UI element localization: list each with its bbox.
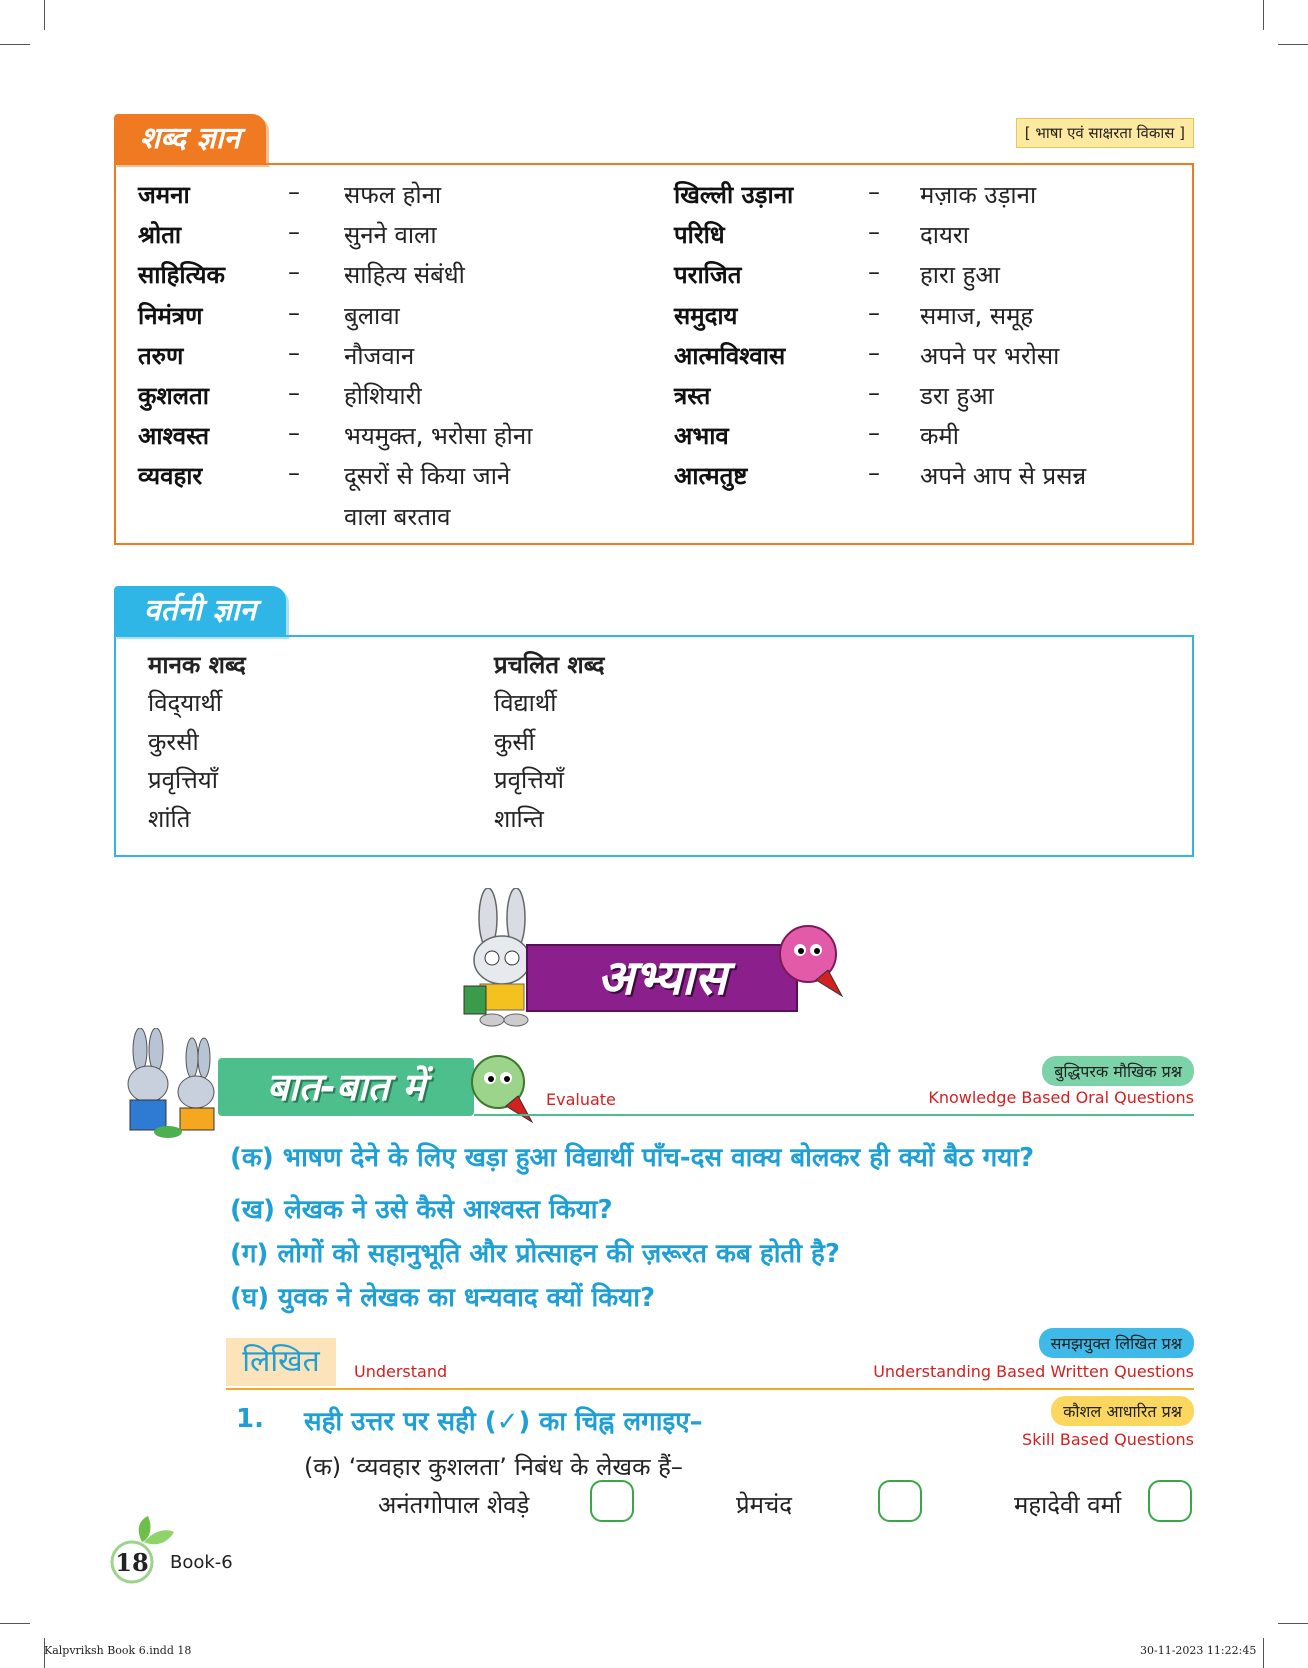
manak-word: कुरसी: [148, 727, 199, 756]
vocab-dash: –: [288, 379, 300, 407]
skill-questions-pill: कौशल आधारित प्रश्न: [1051, 1396, 1194, 1426]
divider: [226, 1388, 1194, 1390]
vocab-dash: –: [288, 459, 300, 488]
vocab-word: समुदाय: [674, 301, 738, 330]
manak-word: विद्‌यार्थी: [148, 689, 222, 717]
sub-question: (क) ‘व्यवहार कुशलता’ निबंध के लेखक हैं–: [304, 1453, 683, 1481]
understand-label: Understand: [354, 1362, 448, 1381]
crop-mark: [1278, 44, 1308, 45]
baat-baat-mein-title: बात-बात में: [218, 1058, 474, 1116]
vocab-meaning: वाला बरताव: [344, 502, 451, 531]
vocab-meaning: होशियारी: [344, 382, 422, 410]
oral-questions-pill: बुद्धिपरक मौखिक प्रश्न: [1042, 1056, 1194, 1086]
vocab-meaning: बुलावा: [344, 301, 400, 330]
vocab-meaning: भयमुक्त, भरोसा होना: [344, 422, 533, 451]
oral-question: (ख) लेखक ने उसे कैसे आश्वस्त किया?: [230, 1195, 613, 1225]
vocab-meaning: दायरा: [920, 221, 969, 250]
crop-mark: [44, 0, 45, 30]
prachalit-word: विद्यार्थी: [494, 689, 557, 717]
answer-checkbox[interactable]: [878, 1480, 922, 1522]
vocab-dash: –: [868, 419, 880, 448]
question-number: 1.: [236, 1404, 264, 1434]
vocab-word: निमंत्रण: [138, 301, 203, 330]
vocab-meaning: दूसरों से किया जाने: [344, 462, 511, 491]
vocab-word: परिधि: [674, 221, 725, 250]
prachalit-word: कुर्सी: [494, 727, 535, 756]
option-label: महादेवी वर्मा: [1014, 1491, 1122, 1519]
file-info: Kalpvriksh Book 6.indd 18: [44, 1644, 192, 1657]
vocab-meaning: डरा हुआ: [920, 382, 994, 410]
vocab-dash: –: [288, 258, 300, 287]
vocab-word: आश्वस्त: [138, 422, 210, 451]
crop-mark: [0, 1623, 30, 1624]
vocab-word: अभाव: [674, 422, 729, 451]
vocab-dash: –: [288, 178, 300, 206]
oral-question: (क) भाषण देने के लिए खड़ा हुआ विद्यार्थी पाँच-दस वाक्य बोलकर ही क्यों बैठ गया?: [230, 1143, 1035, 1173]
written-questions-label: Understanding Based Written Questions: [873, 1362, 1194, 1381]
vocab-dash: –: [868, 338, 880, 367]
header-tag: [ भाषा एवं साक्षरता विकास ]: [1016, 118, 1194, 148]
shabd-gyan-title: शब्द ज्ञान: [114, 114, 266, 164]
vocab-word: खिल्ली उड़ाना: [674, 181, 794, 209]
vocab-meaning: मज़ाक उड़ाना: [920, 181, 1037, 209]
crop-mark: [0, 44, 30, 45]
timestamp: 30-11-2023 11:22:45: [1140, 1644, 1257, 1657]
vocab-dash: –: [868, 218, 880, 247]
option-label: प्रेमचंद: [736, 1491, 792, 1519]
oral-question: (घ) युवक ने लेखक का धन्यवाद क्यों किया?: [230, 1283, 656, 1313]
crop-mark: [1278, 1623, 1308, 1624]
vocab-meaning: हारा हुआ: [920, 261, 1000, 290]
evaluate-label: Evaluate: [546, 1090, 616, 1109]
vocab-meaning: अपने आप से प्रसन्न: [920, 462, 1087, 491]
vocab-meaning: नौजवान: [344, 341, 415, 370]
vocab-dash: –: [288, 218, 300, 247]
oral-question: (ग) लोगों को सहानुभूति और प्रोत्साहन की ज़रूरत कब होती है?: [230, 1239, 840, 1269]
vartani-gyan-box: [114, 635, 1194, 857]
vocab-dash: –: [288, 419, 300, 448]
book-label: Book-6: [170, 1552, 233, 1573]
pencil-mascot-icon: [776, 920, 848, 1004]
prachalit-word: प्रवृत्तियाँ: [494, 766, 564, 794]
option-label: अनंतगोपाल शेवड़े: [378, 1491, 530, 1519]
manak-heading: मानक शब्द: [148, 651, 246, 679]
crop-mark: [1263, 1638, 1264, 1668]
vocab-word: जमना: [138, 181, 190, 209]
answer-checkbox[interactable]: [590, 1480, 634, 1522]
vocab-meaning: सफल होना: [344, 181, 442, 209]
rabbits-illustration: [110, 1028, 226, 1140]
divider: [474, 1114, 1194, 1116]
vocab-dash: –: [868, 298, 880, 327]
manak-word: शांति: [148, 804, 191, 833]
page-number: 18: [115, 1548, 149, 1577]
vocab-dash: –: [868, 258, 880, 287]
vocab-meaning: साहित्य संबंधी: [344, 261, 465, 290]
written-questions-pill: समझयुक्त लिखित प्रश्न: [1039, 1328, 1194, 1358]
pencil-mascot-icon: [468, 1050, 538, 1128]
vocab-word: व्यवहार: [138, 462, 203, 491]
vocab-word: श्रोता: [138, 221, 182, 250]
vocab-meaning: अपने पर भरोसा: [920, 341, 1060, 370]
vocab-meaning: कमी: [920, 422, 959, 451]
answer-checkbox[interactable]: [1148, 1480, 1192, 1522]
question-text: सही उत्तर पर सही (✓) का चिह्न लगाइए–: [304, 1407, 703, 1437]
vocab-meaning: सुनने वाला: [344, 221, 437, 250]
vocab-dash: –: [868, 459, 880, 488]
vocab-word: कुशलता: [138, 382, 209, 410]
likhit-title: लिखित: [226, 1338, 336, 1386]
vocab-word: साहित्यिक: [138, 261, 225, 290]
vocab-dash: –: [288, 338, 300, 367]
vocab-meaning: समाज, समूह: [920, 301, 1034, 330]
vocab-word: आत्मविश्वास: [674, 341, 786, 370]
vocab-dash: –: [288, 298, 300, 327]
vocab-dash: –: [868, 178, 880, 206]
vocab-word: पराजित: [674, 261, 742, 290]
manak-word: प्रवृत्तियाँ: [148, 766, 218, 794]
prachalit-heading: प्रचलित शब्द: [494, 651, 605, 679]
prachalit-word: शान्ति: [494, 804, 544, 833]
vartani-gyan-title: वर्तनी ज्ञान: [114, 586, 286, 636]
crop-mark: [1263, 0, 1264, 30]
abhyas-banner: अभ्यास: [526, 944, 798, 1012]
vocab-dash: –: [868, 379, 880, 407]
vocab-word: त्रस्त: [674, 382, 711, 410]
vocab-word: तरुण: [138, 341, 184, 370]
oral-questions-label: Knowledge Based Oral Questions: [928, 1088, 1194, 1107]
vocab-word: आत्मतुष्ट: [674, 462, 748, 491]
skill-questions-label: Skill Based Questions: [1022, 1430, 1194, 1449]
